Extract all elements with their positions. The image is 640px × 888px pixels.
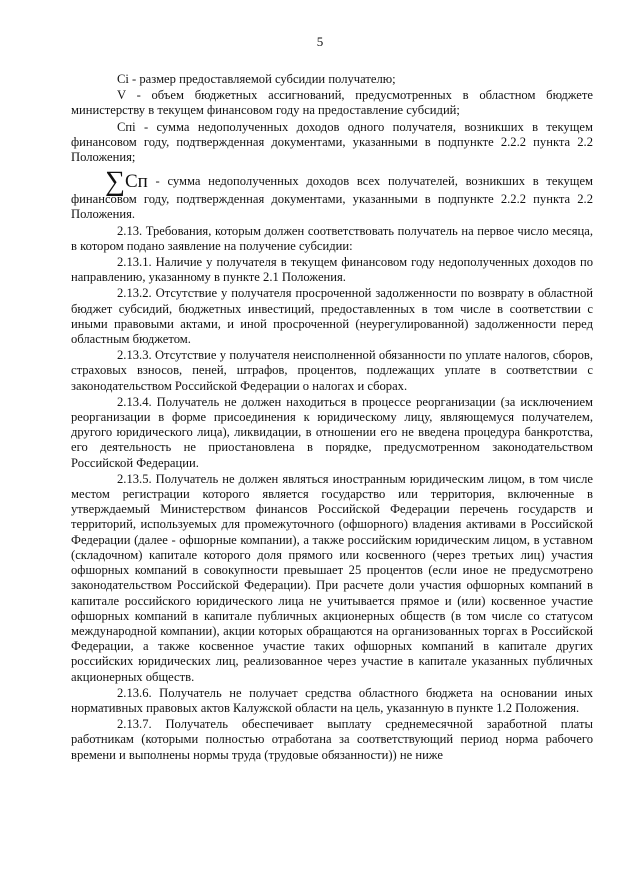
paragraph-2-13-3: 2.13.3. Отсутствие у получателя неисполненной обязанности по уплате налогов, сборов, страховых взносов, пеней, штрафов, процентов, подлежащих уплате в соответствии с законодательством Российской Федерации о налогах и сборах.	[71, 348, 593, 393]
page-number: 5	[316, 34, 324, 49]
definition-v: V - объем бюджетных ассигнований, предусмотренных в областном бюджете министерству в текущем финансовом году на предоставление субсидий;	[71, 88, 593, 118]
definition-cpi: Cпi - сумма недополученных доходов одного получателя, возникших в текущем финансовом году, подтвержденная документами, указанными в подпункте 2.2.2 пункта 2.2 Положения;	[71, 119, 593, 165]
definition-ci: Ci - размер предоставляемой субсидии получателю;	[117, 72, 396, 86]
paragraph-2-13-4: 2.13.4. Получатель не должен находиться в процессе реорганизации (за исключением реорганизации в форме присоединения к юридическому лицу, являющемуся получателем, другого юридического лица), ликвидации, в отношении его не введена процедура банкротства, его деятельность не приостановлена в порядке, предусмотренном законодательством Российской Федерации.	[71, 394, 593, 470]
paragraph-2-13-2: 2.13.2. Отсутствие у получателя просроченной задолженности по возврату в областной бюджет субсидий, бюджетных инвестиций, предоставленных в том числе в соответствии с иными правовыми актами, и иной просроченной (неурегулированной) задолженности перед областным бюджетом.	[71, 286, 593, 347]
paragraph-2-13-7: 2.13.7. Получатель обеспечивает выплату среднемесячной заработной платы работникам (которыми полностью отработана за соответствующий период норма рабочего времени и выполнены нормы труда (трудовые обязанности)) не ниже	[71, 717, 593, 762]
paragraph-2-13-1: 2.13.1. Наличие у получателя в текущем финансовом году недополученных доходов по направлению, указанному в пункте 2.1 Положения.	[71, 255, 593, 285]
sum-description: - сумма недополученных доходов всех получателей, возникших в текущем финансовом году, подтвержденная документами, указанными в подпункте 2.2.2 пункта 2.2 Положения.	[71, 174, 594, 222]
paragraph-2-13-6: 2.13.6. Получатель не получает средства областного бюджета на основании иных нормативных правовых актов Калужской области на цель, указанную в пункте 1.2 Положения.	[71, 685, 593, 715]
paragraph-2-13: 2.13. Требования, которым должен соответствовать получатель на первое число месяца, в котором подано заявление на получение субсидии:	[71, 223, 593, 253]
sum-symbol: ∑	[105, 166, 125, 198]
document-body	[71, 72, 593, 764]
paragraph-2-13-5: 2.13.5. Получатель не должен являться иностранным юридическим лицом, в том числе местом регистрации которого является государство или территория, включенные в утверждаемый Министерством финансов Российской Федерации перечень государств и территорий, используемых для промежуточного (офшорного) владения активами в Российской Федерации (далее - офшорные компании), а также российским юридическим лицом, в уставном (складочном) капитале которого доля прямого или косвенного (через третьих лиц) участия офшорных компаний в совокупности превышает 25 процентов (если иное не предусмотрено законодательством Российской Федерации). При расчете доли участия офшорных компаний в капитале российского юридического лица не учитывается прямое и (или) косвенное участие офшорных компаний в капитале публичных акционерных обществ (в том числе со статусом международной компании), акции которых обращаются на организованных торгах в Российской Федерации, а также косвенное участие таких офшорных компаний в капитале других российских юридических лиц, реализованное через участие в капитале указанных публичных акционерных обществ.	[71, 471, 593, 684]
sum-formula	[105, 166, 148, 198]
definition-sum	[71, 166, 594, 222]
sum-variable: Cп	[124, 171, 148, 193]
